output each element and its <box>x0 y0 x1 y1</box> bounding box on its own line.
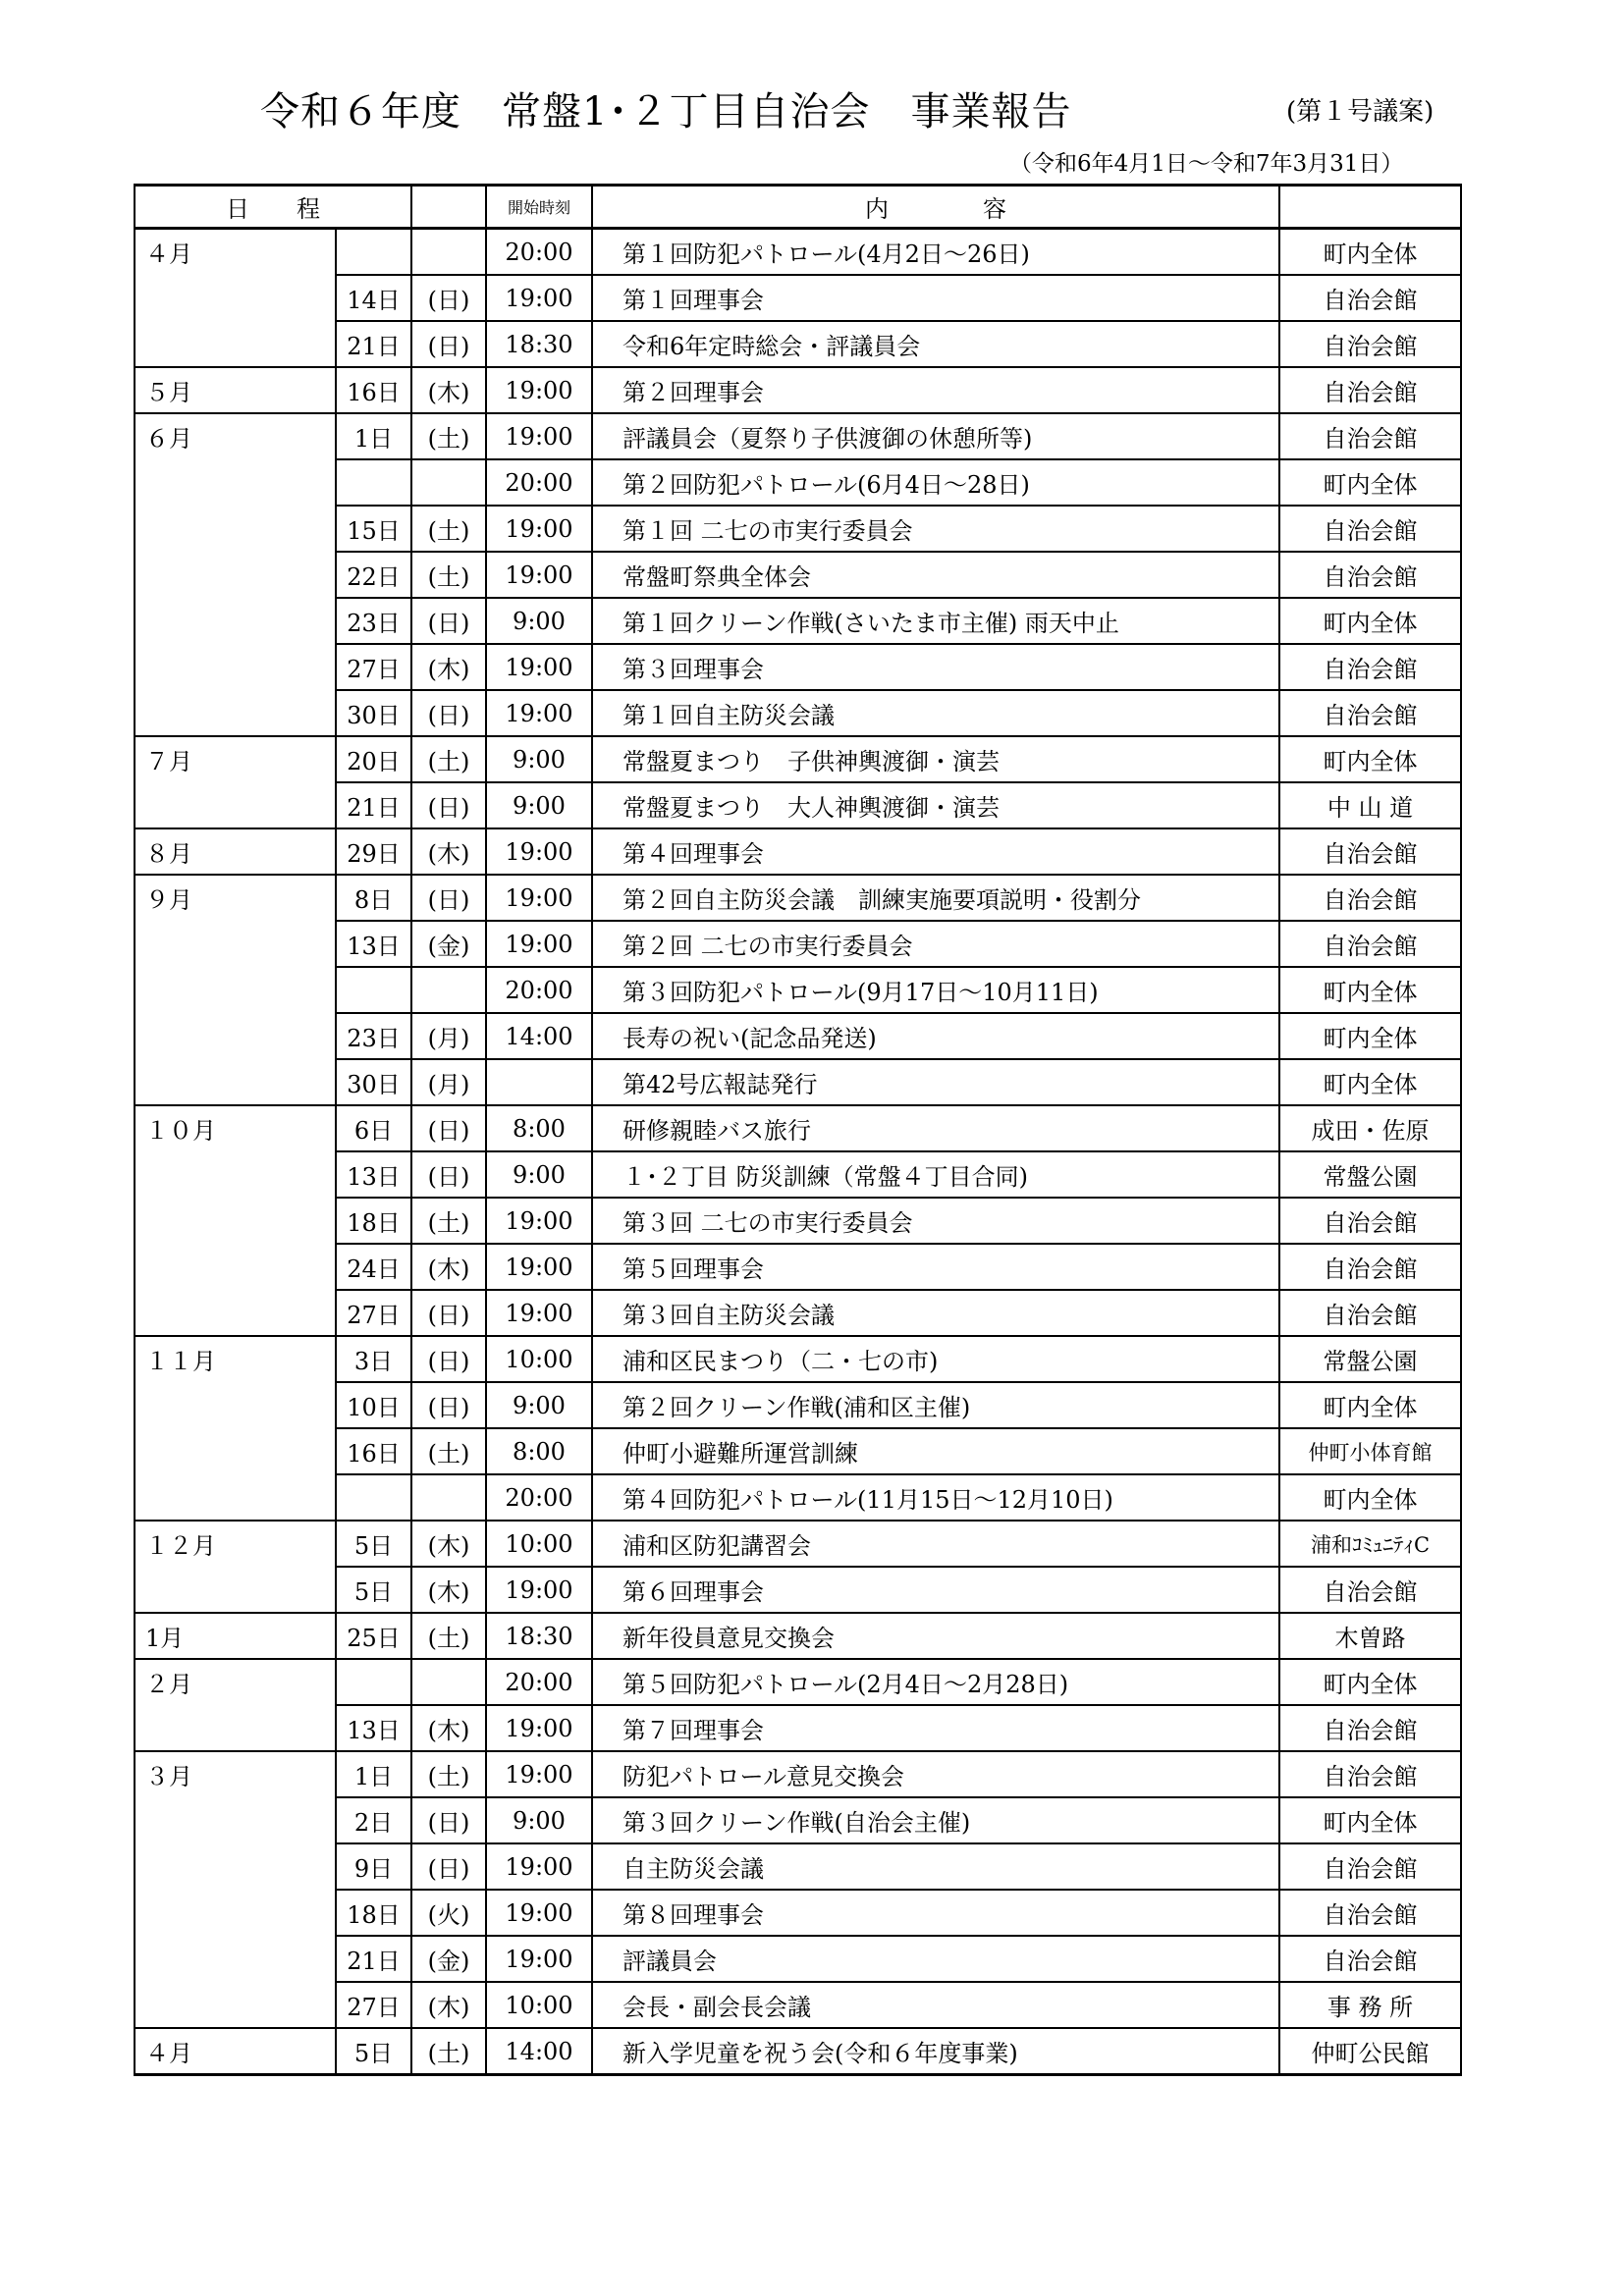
month-cell <box>135 1982 336 2028</box>
place-cell: 自治会館 <box>1279 367 1461 413</box>
content-cell: 自主防災会議 <box>592 1843 1279 1890</box>
day-cell: 21日 <box>336 321 411 367</box>
content-cell: 研修親睦バス旅行 <box>592 1105 1279 1151</box>
month-cell <box>135 1936 336 1982</box>
table-row <box>135 1244 1461 1290</box>
day-cell <box>336 967 411 1013</box>
weekday-cell: (木) <box>411 1705 486 1751</box>
content-cell: １･２丁目 防災訓練（常盤４丁目合同) <box>592 1151 1279 1198</box>
day-cell: 27日 <box>336 1290 411 1336</box>
start-time-cell: 19:00 <box>486 1890 592 1936</box>
content-cell: 第４回防犯パトロール(11月15日～12月10日) <box>592 1474 1279 1521</box>
weekday-cell: (木) <box>411 644 486 690</box>
day-cell <box>336 459 411 506</box>
weekday-cell: (木) <box>411 1567 486 1613</box>
day-cell: 22日 <box>336 552 411 598</box>
weekday-cell: (金) <box>411 921 486 967</box>
content-cell: 第６回理事会 <box>592 1567 1279 1613</box>
month-cell <box>135 506 336 552</box>
day-cell: 27日 <box>336 1982 411 2028</box>
place-cell: 自治会館 <box>1279 1244 1461 1290</box>
table-row <box>135 1105 1461 1151</box>
start-time-cell: 20:00 <box>486 459 592 506</box>
place-cell: 町内全体 <box>1279 1659 1461 1705</box>
table-row <box>135 506 1461 552</box>
table-row <box>135 1013 1461 1059</box>
weekday-cell: (日) <box>411 275 486 321</box>
place-cell: 自治会館 <box>1279 1567 1461 1613</box>
table-row <box>135 321 1461 367</box>
content-cell: 第２回 二七の市実行委員会 <box>592 921 1279 967</box>
month-cell <box>135 1474 336 1521</box>
month-cell: ７月 <box>135 736 336 782</box>
day-cell <box>336 1474 411 1521</box>
weekday-cell: (土) <box>411 552 486 598</box>
content-cell: 第２回防犯パトロール(6月4日～28日) <box>592 459 1279 506</box>
content-cell: 仲町小避難所運営訓練 <box>592 1428 1279 1474</box>
place-cell: 木曽路 <box>1279 1613 1461 1659</box>
content-cell: 第１回 二七の市実行委員会 <box>592 506 1279 552</box>
table-row <box>135 1151 1461 1198</box>
place-cell: 仲町公民館 <box>1279 2028 1461 2075</box>
month-cell <box>135 1843 336 1890</box>
table-row <box>135 1843 1461 1890</box>
month-cell <box>135 275 336 321</box>
start-time-cell: 9:00 <box>486 736 592 782</box>
weekday-cell: (日) <box>411 1290 486 1336</box>
weekday-cell: (土) <box>411 413 486 459</box>
day-cell: 13日 <box>336 1151 411 1198</box>
place-cell: 自治会館 <box>1279 1936 1461 1982</box>
header-blank <box>411 186 486 229</box>
table-row <box>135 1613 1461 1659</box>
weekday-cell: (日) <box>411 1151 486 1198</box>
place-cell: 自治会館 <box>1279 552 1461 598</box>
place-cell: 自治会館 <box>1279 875 1461 921</box>
weekday-cell: (日) <box>411 598 486 644</box>
day-cell: 1日 <box>336 1751 411 1797</box>
place-cell: 町内全体 <box>1279 459 1461 506</box>
table-row <box>135 413 1461 459</box>
place-cell: 自治会館 <box>1279 506 1461 552</box>
place-cell: 自治会館 <box>1279 690 1461 736</box>
day-cell: 16日 <box>336 1428 411 1474</box>
content-cell: 第５回防犯パトロール(2月4日～2月28日) <box>592 1659 1279 1705</box>
day-cell: 1日 <box>336 413 411 459</box>
start-time-cell: 9:00 <box>486 782 592 828</box>
place-cell: 常盤公園 <box>1279 1151 1461 1198</box>
month-cell <box>135 459 336 506</box>
month-cell <box>135 1890 336 1936</box>
place-cell: 自治会館 <box>1279 1198 1461 1244</box>
content-cell: 第２回クリーン作戦(浦和区主催) <box>592 1382 1279 1428</box>
month-cell <box>135 1567 336 1613</box>
month-cell <box>135 552 336 598</box>
content-cell: 第８回理事会 <box>592 1890 1279 1936</box>
day-cell: 5日 <box>336 1521 411 1567</box>
start-time-cell: 19:00 <box>486 1843 592 1890</box>
table-row <box>135 1059 1461 1105</box>
weekday-cell: (火) <box>411 1890 486 1936</box>
day-cell: 18日 <box>336 1198 411 1244</box>
content-cell: 第２回自主防災会議 訓練実施要項説明・役割分 <box>592 875 1279 921</box>
header-place <box>1279 186 1461 229</box>
start-time-cell: 19:00 <box>486 1290 592 1336</box>
table-row <box>135 921 1461 967</box>
place-cell: 町内全体 <box>1279 1059 1461 1105</box>
header-content: 内 容 <box>592 186 1279 229</box>
day-cell: 9日 <box>336 1843 411 1890</box>
content-cell: 長寿の祝い(記念品発送) <box>592 1013 1279 1059</box>
content-cell: 常盤夏まつり 子供神輿渡御・演芸 <box>592 736 1279 782</box>
month-cell <box>135 1428 336 1474</box>
weekday-cell: (土) <box>411 506 486 552</box>
header-start-time: 開始時刻 <box>486 186 592 229</box>
table-row <box>135 1936 1461 1982</box>
month-cell <box>135 1059 336 1105</box>
month-cell <box>135 1244 336 1290</box>
weekday-cell: (土) <box>411 2028 486 2075</box>
start-time-cell: 18:30 <box>486 1613 592 1659</box>
weekday-cell: (土) <box>411 1613 486 1659</box>
weekday-cell: (月) <box>411 1059 486 1105</box>
place-cell: 自治会館 <box>1279 828 1461 875</box>
day-cell: 2日 <box>336 1797 411 1843</box>
place-cell: 自治会館 <box>1279 413 1461 459</box>
day-cell: 3日 <box>336 1336 411 1382</box>
day-cell: 24日 <box>336 1244 411 1290</box>
activity-report-table <box>134 184 1462 2076</box>
day-cell: 23日 <box>336 1013 411 1059</box>
content-cell: 第１回クリーン作戦(さいたま市主催) 雨天中止 <box>592 598 1279 644</box>
month-cell <box>135 967 336 1013</box>
day-cell: 27日 <box>336 644 411 690</box>
content-cell: 会長・副会長会議 <box>592 1982 1279 2028</box>
table-row <box>135 782 1461 828</box>
month-cell: ６月 <box>135 413 336 459</box>
day-cell: 5日 <box>336 2028 411 2075</box>
month-cell: ４月 <box>135 2028 336 2075</box>
day-cell: 13日 <box>336 921 411 967</box>
table-row <box>135 552 1461 598</box>
content-cell: 浦和区防犯講習会 <box>592 1521 1279 1567</box>
weekday-cell <box>411 1659 486 1705</box>
weekday-cell: (木) <box>411 1982 486 2028</box>
month-cell <box>135 921 336 967</box>
place-cell: 事 務 所 <box>1279 1982 1461 2028</box>
weekday-cell: (土) <box>411 1198 486 1244</box>
day-cell <box>336 229 411 276</box>
table-row <box>135 828 1461 875</box>
start-time-cell: 10:00 <box>486 1521 592 1567</box>
day-cell: 15日 <box>336 506 411 552</box>
weekday-cell <box>411 1474 486 1521</box>
day-cell: 10日 <box>336 1382 411 1428</box>
start-time-cell: 20:00 <box>486 967 592 1013</box>
place-cell: 自治会館 <box>1279 1751 1461 1797</box>
table-row <box>135 229 1461 276</box>
day-cell: 21日 <box>336 1936 411 1982</box>
content-cell: 評議員会 <box>592 1936 1279 1982</box>
table-row <box>135 1982 1461 2028</box>
table-header-row <box>135 186 1461 229</box>
weekday-cell: (月) <box>411 1013 486 1059</box>
fiscal-period: （令和6年4月1日～令和7年3月31日） <box>1009 151 1404 177</box>
weekday-cell: (木) <box>411 828 486 875</box>
agenda-number: (第１号議案) <box>1286 97 1435 127</box>
table-row <box>135 967 1461 1013</box>
month-cell: ９月 <box>135 875 336 921</box>
start-time-cell: 9:00 <box>486 1151 592 1198</box>
day-cell <box>336 1659 411 1705</box>
month-cell <box>135 1290 336 1336</box>
day-cell: 20日 <box>336 736 411 782</box>
place-cell: 自治会館 <box>1279 1843 1461 1890</box>
table-row <box>135 1290 1461 1336</box>
day-cell: 13日 <box>336 1705 411 1751</box>
place-cell: 中 山 道 <box>1279 782 1461 828</box>
start-time-cell: 19:00 <box>486 1198 592 1244</box>
day-cell: 8日 <box>336 875 411 921</box>
month-cell <box>135 1151 336 1198</box>
content-cell: 常盤夏まつり 大人神輿渡御・演芸 <box>592 782 1279 828</box>
place-cell: 町内全体 <box>1279 1013 1461 1059</box>
start-time-cell: 14:00 <box>486 1013 592 1059</box>
day-cell: 25日 <box>336 1613 411 1659</box>
content-cell: 第２回理事会 <box>592 367 1279 413</box>
start-time-cell: 19:00 <box>486 1567 592 1613</box>
weekday-cell <box>411 967 486 1013</box>
start-time-cell: 19:00 <box>486 828 592 875</box>
weekday-cell <box>411 229 486 276</box>
content-cell: 第４回理事会 <box>592 828 1279 875</box>
weekday-cell: (金) <box>411 1936 486 1982</box>
start-time-cell: 19:00 <box>486 506 592 552</box>
weekday-cell: (土) <box>411 1751 486 1797</box>
weekday-cell: (木) <box>411 367 486 413</box>
month-cell: １１月 <box>135 1336 336 1382</box>
month-cell <box>135 321 336 367</box>
place-cell: 自治会館 <box>1279 1290 1461 1336</box>
content-cell: 第３回自主防災会議 <box>592 1290 1279 1336</box>
table-row <box>135 367 1461 413</box>
content-cell: 第42号広報誌発行 <box>592 1059 1279 1105</box>
table-row <box>135 1521 1461 1567</box>
start-time-cell <box>486 1059 592 1105</box>
table-row <box>135 736 1461 782</box>
month-cell: １２月 <box>135 1521 336 1567</box>
place-cell: 浦和ｺﾐｭﾆﾃｨC <box>1279 1521 1461 1567</box>
table-row <box>135 1890 1461 1936</box>
day-cell: 16日 <box>336 367 411 413</box>
day-cell: 23日 <box>336 598 411 644</box>
start-time-cell: 19:00 <box>486 275 592 321</box>
start-time-cell: 20:00 <box>486 1659 592 1705</box>
table-row <box>135 275 1461 321</box>
content-cell: 評議員会（夏祭り子供渡御の休憩所等) <box>592 413 1279 459</box>
content-cell: 第１回防犯パトロール(4月2日～26日) <box>592 229 1279 276</box>
start-time-cell: 19:00 <box>486 367 592 413</box>
month-cell: ２月 <box>135 1659 336 1705</box>
content-cell: 第３回クリーン作戦(自治会主催) <box>592 1797 1279 1843</box>
month-cell: ３月 <box>135 1751 336 1797</box>
day-cell: 14日 <box>336 275 411 321</box>
month-cell <box>135 644 336 690</box>
content-cell: 第３回 二七の市実行委員会 <box>592 1198 1279 1244</box>
weekday-cell: (日) <box>411 782 486 828</box>
place-cell: 町内全体 <box>1279 967 1461 1013</box>
place-cell: 常盤公園 <box>1279 1336 1461 1382</box>
start-time-cell: 20:00 <box>486 229 592 276</box>
document-title: 令和６年度 常盤1･２丁目自治会 事業報告 <box>260 89 1072 134</box>
start-time-cell: 9:00 <box>486 1797 592 1843</box>
weekday-cell: (日) <box>411 1797 486 1843</box>
place-cell: 町内全体 <box>1279 1797 1461 1843</box>
start-time-cell: 9:00 <box>486 598 592 644</box>
header-schedule: 日 程 <box>135 186 411 229</box>
day-cell: 30日 <box>336 1059 411 1105</box>
weekday-cell: (日) <box>411 1105 486 1151</box>
month-cell: ５月 <box>135 367 336 413</box>
content-cell: 第７回理事会 <box>592 1705 1279 1751</box>
place-cell: 自治会館 <box>1279 275 1461 321</box>
month-cell <box>135 1705 336 1751</box>
table-row <box>135 1428 1461 1474</box>
content-cell: 第１回自主防災会議 <box>592 690 1279 736</box>
start-time-cell: 8:00 <box>486 1428 592 1474</box>
weekday-cell: (日) <box>411 1382 486 1428</box>
start-time-cell: 19:00 <box>486 921 592 967</box>
place-cell: 自治会館 <box>1279 1705 1461 1751</box>
table-row <box>135 1659 1461 1705</box>
place-cell: 町内全体 <box>1279 1474 1461 1521</box>
table-row <box>135 2028 1461 2075</box>
place-cell: 仲町小体育館 <box>1279 1428 1461 1474</box>
month-cell: ８月 <box>135 828 336 875</box>
content-cell: 第５回理事会 <box>592 1244 1279 1290</box>
month-cell: ４月 <box>135 229 336 276</box>
month-cell: １０月 <box>135 1105 336 1151</box>
table-row <box>135 1474 1461 1521</box>
start-time-cell: 19:00 <box>486 1705 592 1751</box>
month-cell <box>135 1797 336 1843</box>
table-row <box>135 598 1461 644</box>
day-cell: 6日 <box>336 1105 411 1151</box>
start-time-cell: 20:00 <box>486 1474 592 1521</box>
place-cell: 町内全体 <box>1279 229 1461 276</box>
weekday-cell: (土) <box>411 736 486 782</box>
table-row <box>135 644 1461 690</box>
table-row <box>135 1567 1461 1613</box>
place-cell: 町内全体 <box>1279 736 1461 782</box>
start-time-cell: 10:00 <box>486 1982 592 2028</box>
table-row <box>135 690 1461 736</box>
place-cell: 自治会館 <box>1279 921 1461 967</box>
start-time-cell: 10:00 <box>486 1336 592 1382</box>
table-row <box>135 1198 1461 1244</box>
content-cell: 第１回理事会 <box>592 275 1279 321</box>
month-cell <box>135 690 336 736</box>
content-cell: 防犯パトロール意見交換会 <box>592 1751 1279 1797</box>
table-row <box>135 1797 1461 1843</box>
day-cell: 21日 <box>336 782 411 828</box>
place-cell: 町内全体 <box>1279 1382 1461 1428</box>
content-cell: 第３回防犯パトロール(9月17日～10月11日) <box>592 967 1279 1013</box>
start-time-cell: 19:00 <box>486 1751 592 1797</box>
content-cell: 新入学児童を祝う会(令和６年度事業) <box>592 2028 1279 2075</box>
weekday-cell: (土) <box>411 1428 486 1474</box>
weekday-cell: (木) <box>411 1521 486 1567</box>
place-cell: 自治会館 <box>1279 1890 1461 1936</box>
month-cell <box>135 598 336 644</box>
table-row <box>135 1336 1461 1382</box>
content-cell: 第３回理事会 <box>592 644 1279 690</box>
day-cell: 29日 <box>336 828 411 875</box>
weekday-cell: (日) <box>411 1843 486 1890</box>
start-time-cell: 19:00 <box>486 1244 592 1290</box>
day-cell: 18日 <box>336 1890 411 1936</box>
start-time-cell: 14:00 <box>486 2028 592 2075</box>
table-row <box>135 1382 1461 1428</box>
start-time-cell: 19:00 <box>486 875 592 921</box>
content-cell: 令和6年定時総会・評議員会 <box>592 321 1279 367</box>
month-cell <box>135 782 336 828</box>
place-cell: 自治会館 <box>1279 321 1461 367</box>
weekday-cell: (日) <box>411 690 486 736</box>
day-cell: 5日 <box>336 1567 411 1613</box>
start-time-cell: 9:00 <box>486 1382 592 1428</box>
start-time-cell: 19:00 <box>486 552 592 598</box>
start-time-cell: 19:00 <box>486 413 592 459</box>
month-cell <box>135 1013 336 1059</box>
table-row <box>135 875 1461 921</box>
weekday-cell: (日) <box>411 1336 486 1382</box>
content-cell: 新年役員意見交換会 <box>592 1613 1279 1659</box>
table-row <box>135 1751 1461 1797</box>
start-time-cell: 8:00 <box>486 1105 592 1151</box>
month-cell <box>135 1198 336 1244</box>
start-time-cell: 18:30 <box>486 321 592 367</box>
table-row <box>135 459 1461 506</box>
place-cell: 町内全体 <box>1279 598 1461 644</box>
content-cell: 常盤町祭典全体会 <box>592 552 1279 598</box>
table-row <box>135 1705 1461 1751</box>
place-cell: 自治会館 <box>1279 644 1461 690</box>
start-time-cell: 19:00 <box>486 690 592 736</box>
month-cell <box>135 1382 336 1428</box>
day-cell: 30日 <box>336 690 411 736</box>
weekday-cell <box>411 459 486 506</box>
weekday-cell: (日) <box>411 875 486 921</box>
content-cell: 浦和区民まつり（二・七の市) <box>592 1336 1279 1382</box>
weekday-cell: (日) <box>411 321 486 367</box>
start-time-cell: 19:00 <box>486 1936 592 1982</box>
start-time-cell: 19:00 <box>486 644 592 690</box>
place-cell: 成田・佐原 <box>1279 1105 1461 1151</box>
month-cell: 1月 <box>135 1613 336 1659</box>
weekday-cell: (木) <box>411 1244 486 1290</box>
